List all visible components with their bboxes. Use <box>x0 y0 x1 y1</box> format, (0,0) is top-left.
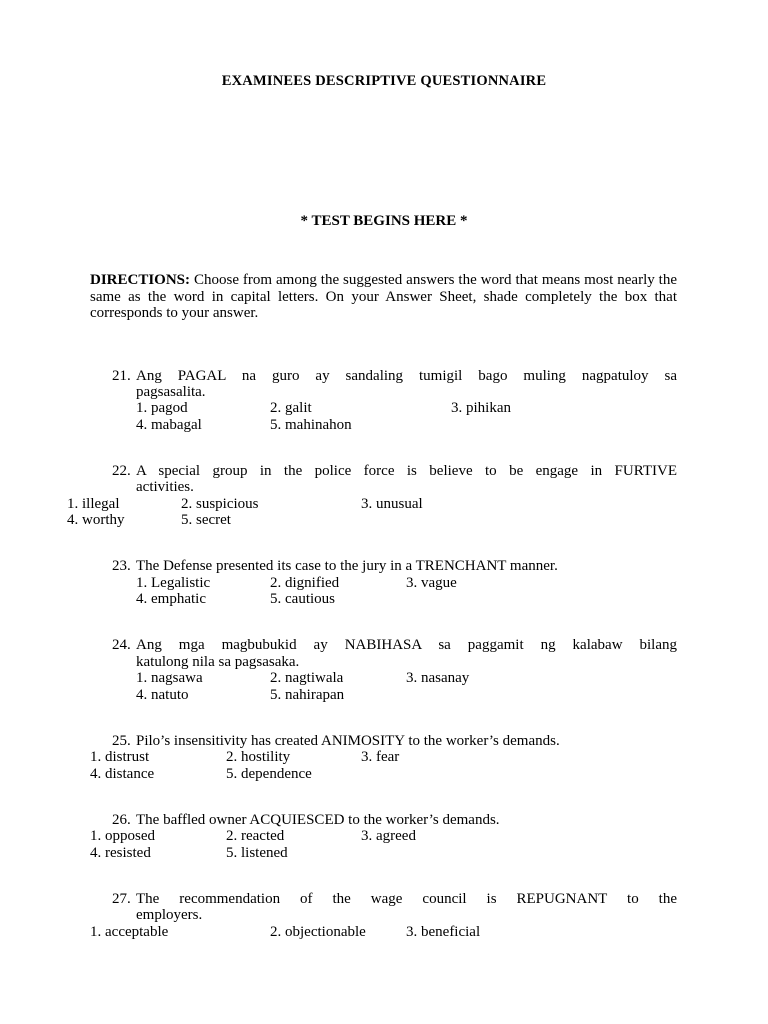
question-stem-line2: activities. <box>136 479 194 495</box>
question-stem-line1: The baffled owner ACQUIESCED to the worker’s demands. <box>136 812 500 828</box>
option-3: 3. pihikan <box>451 400 511 416</box>
option-3: 3. agreed <box>361 828 416 844</box>
option-4: 4. resisted <box>90 845 151 861</box>
option-5: 5. cautious <box>270 591 335 607</box>
option-2: 2. nagtiwala <box>270 670 344 686</box>
option-3: 3. nasanay <box>406 670 470 686</box>
option-1: 1. illegal <box>67 496 120 512</box>
question-number: 22. <box>112 463 131 479</box>
question-number: 27. <box>112 891 131 907</box>
option-1: 1. Legalistic <box>136 575 211 591</box>
question-stem-line1: Pilo’s insensitivity has created ANIMOSITY to the worker’s demands. <box>136 733 560 749</box>
option-2: 2. dignified <box>270 575 340 591</box>
directions-paragraph <box>90 272 677 322</box>
question-stem-line1: The recommendation of the wage council is REPUGNANT to the <box>136 891 677 907</box>
option-3: 3. unusual <box>361 496 423 512</box>
option-2: 2. suspicious <box>181 496 259 512</box>
question-stem-line2: employers. <box>136 907 203 923</box>
option-3: 3. fear <box>361 749 400 765</box>
question-number: 26. <box>112 812 131 828</box>
question-stem-line2: pagsasalita. <box>136 384 206 400</box>
question-number: 21. <box>112 368 131 384</box>
option-2: 2. reacted <box>226 828 285 844</box>
option-4: 4. distance <box>90 766 155 782</box>
question-number: 23. <box>112 558 131 574</box>
question-number: 24. <box>112 637 131 653</box>
option-1: 1. pagod <box>136 400 188 416</box>
question-stem-line1: The Defense presented its case to the jury in a TRENCHANT manner. <box>136 558 558 574</box>
question-stem-line1: Ang PAGAL na guro ay sandaling tumigil bago muling nagpatuloy sa <box>136 368 677 384</box>
test-begins-heading: * TEST BEGINS HERE * <box>300 213 468 229</box>
option-1: 1. opposed <box>90 828 155 844</box>
question-number: 25. <box>112 733 131 749</box>
option-4: 4. worthy <box>67 512 125 528</box>
option-5: 5. secret <box>181 512 231 528</box>
question-stem-line1: Ang mga magbubukid ay NABIHASA sa paggamit ng kalabaw bilang <box>136 637 677 653</box>
document-title: EXAMINEES DESCRIPTIVE QUESTIONNAIRE <box>221 73 547 89</box>
option-2: 2. hostility <box>226 749 291 765</box>
question-stem-line1: A special group in the police force is believe to be engage in FURTIVE <box>136 463 677 479</box>
option-4: 4. mabagal <box>136 417 202 433</box>
option-5: 5. listened <box>226 845 288 861</box>
directions-text: Choose from among the suggested answers the word that means most nearly the same as the word in capital letters. On your Answer Sheet, shade completely the box that corresponds to your answer. <box>90 272 678 321</box>
question-stem-line2: katulong nila sa pagsasaka. <box>136 654 300 670</box>
option-1: 1. acceptable <box>90 924 169 940</box>
option-5: 5. mahinahon <box>270 417 352 433</box>
option-3: 3. vague <box>406 575 457 591</box>
option-1: 1. nagsawa <box>136 670 203 686</box>
option-2: 2. galit <box>270 400 312 416</box>
option-2: 2. objectionable <box>270 924 366 940</box>
directions-label: DIRECTIONS: <box>90 272 191 288</box>
option-3: 3. beneficial <box>406 924 481 940</box>
option-4: 4. natuto <box>136 687 189 703</box>
option-5: 5. dependence <box>226 766 312 782</box>
option-4: 4. emphatic <box>136 591 206 607</box>
option-5: 5. nahirapan <box>270 687 345 703</box>
option-1: 1. distrust <box>90 749 150 765</box>
